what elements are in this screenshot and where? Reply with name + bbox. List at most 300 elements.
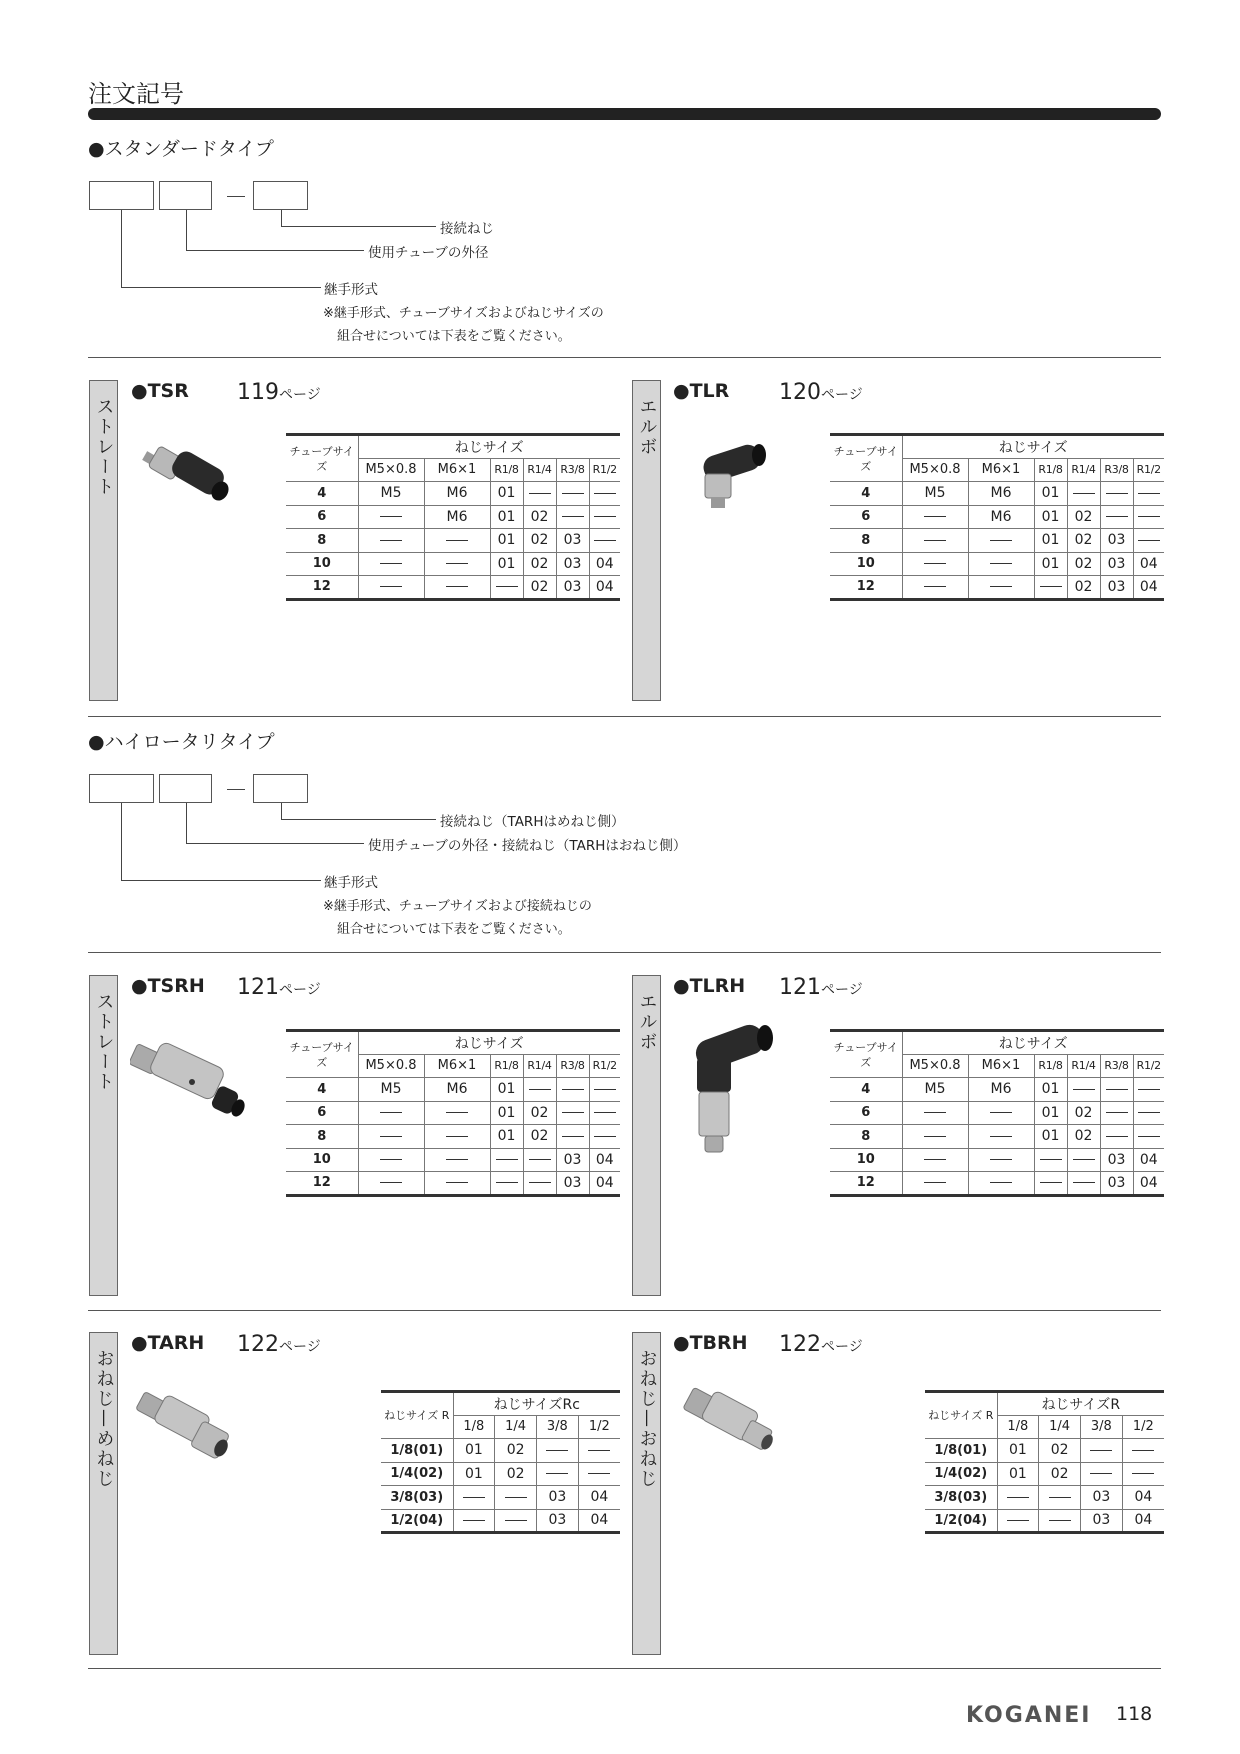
- dash-mark: [990, 1182, 1012, 1183]
- dash-mark: [463, 1520, 485, 1521]
- dash-mark: [1106, 1112, 1128, 1113]
- page-ref-tlr: 120ページ: [779, 380, 863, 405]
- dash-mark: [446, 1112, 468, 1113]
- table-cell: [490, 1172, 523, 1196]
- table-cell: [424, 529, 490, 553]
- page-title: 注文記号: [88, 80, 184, 108]
- dash-mark: [594, 1112, 616, 1113]
- table-cell: [1133, 1125, 1164, 1149]
- tsrh-product-image: [130, 1040, 250, 1125]
- legend-leader: [281, 226, 436, 227]
- table-row: [286, 576, 620, 600]
- dash-mark: [380, 516, 402, 517]
- table-cell: [556, 482, 589, 506]
- product-name-tarh: ●TARH: [131, 1332, 205, 1354]
- dash-mark: [505, 1497, 527, 1498]
- table-cell: 03: [556, 552, 589, 576]
- table-cell: [1133, 505, 1164, 529]
- table-cell: 01: [490, 1125, 523, 1149]
- table-column-header: 3/8: [537, 1415, 579, 1439]
- table-column-header: M5×0.8: [902, 458, 968, 482]
- table-cell: 03: [1100, 552, 1133, 576]
- table-cell: 01: [1034, 1101, 1067, 1125]
- table-cell: [589, 1125, 620, 1149]
- table-column-header: R1/4: [523, 1054, 556, 1078]
- legend-leader: [121, 880, 321, 881]
- code-box-thread: [253, 774, 308, 803]
- legend-thread: 接続ねじ（TARHはめねじ側）: [440, 814, 625, 830]
- table-row-label: 1/2(04): [925, 1509, 997, 1533]
- product-name-tsrh: ●TSRH: [131, 975, 205, 997]
- table-cell: 02: [1067, 529, 1100, 553]
- table-cell: [1122, 1439, 1164, 1463]
- dash-mark: [562, 493, 584, 494]
- divider: [88, 1310, 1161, 1311]
- table-cell: 01: [490, 1101, 523, 1125]
- tlrh-spec-table: [830, 1029, 1164, 1197]
- table-row: [830, 1125, 1164, 1149]
- table-column-header: M6×1: [968, 458, 1034, 482]
- table-cell: [490, 576, 523, 600]
- dash-mark: [1132, 1450, 1154, 1451]
- table-cell: [902, 576, 968, 600]
- dash-mark: [446, 1136, 468, 1137]
- table-cell: [589, 505, 620, 529]
- legend-leader: [186, 803, 187, 843]
- dash-mark: [380, 1136, 402, 1137]
- legend-fitting-type: 継手形式: [324, 875, 378, 891]
- table-row: [830, 1172, 1164, 1196]
- table-cell: 04: [1133, 576, 1164, 600]
- table-column-header: 1/8: [997, 1415, 1039, 1439]
- table-column-header: R3/8: [556, 458, 589, 482]
- table-row-label: 12: [830, 576, 902, 600]
- table-row: [830, 505, 1164, 529]
- side-tab-straight: ストレート: [89, 380, 118, 701]
- table-cell: [358, 505, 424, 529]
- dash-mark: [562, 1112, 584, 1113]
- dash-mark: [990, 563, 1012, 564]
- dash-mark: [594, 1136, 616, 1137]
- table-row: [286, 1078, 620, 1102]
- koganei-logo: KOGANEI: [966, 1703, 1092, 1728]
- table-row-label: 10: [830, 1148, 902, 1172]
- table-cell: [556, 1078, 589, 1102]
- dash-mark: [1090, 1450, 1112, 1451]
- dash-mark: [990, 1159, 1012, 1160]
- table-cell: 02: [523, 1125, 556, 1149]
- table-column-header: M6×1: [424, 458, 490, 482]
- table-row-label: 6: [286, 1101, 358, 1125]
- table-group-header: ねじサイズRc: [453, 1392, 620, 1416]
- dash-mark: [924, 586, 946, 587]
- table-row: [830, 1148, 1164, 1172]
- table-row: [286, 482, 620, 506]
- table-cell: 01: [997, 1439, 1039, 1463]
- table-column-header: R1/2: [1133, 458, 1164, 482]
- table-cell: [902, 1125, 968, 1149]
- table-corner-header: ねじサイズ R: [381, 1392, 453, 1439]
- table-row-label: 3/8(03): [925, 1486, 997, 1510]
- table-row: [830, 552, 1164, 576]
- table-row-label: 10: [286, 552, 358, 576]
- table-cell: [556, 505, 589, 529]
- table-cell: [358, 1172, 424, 1196]
- dash-mark: [380, 563, 402, 564]
- page-ref-tsr: 119ページ: [237, 380, 321, 405]
- dash-mark: [594, 493, 616, 494]
- note-line: 組合せについては下表をご覧ください。: [337, 922, 571, 937]
- dash-mark: [924, 540, 946, 541]
- table-column-header: 1/4: [495, 1415, 537, 1439]
- divider: [88, 716, 1161, 717]
- table-row: [286, 505, 620, 529]
- table-cell: 02: [1067, 1125, 1100, 1149]
- table-cell: 03: [537, 1509, 579, 1533]
- table-cell: [495, 1509, 537, 1533]
- table-column-header: 1/2: [578, 1415, 620, 1439]
- table-cell: 02: [1067, 552, 1100, 576]
- legend-leader: [186, 843, 364, 844]
- standard-type-heading: ●スタンダードタイプ: [88, 138, 274, 160]
- table-cell: 04: [578, 1486, 620, 1510]
- table-row: [830, 1078, 1164, 1102]
- table-cell: M6: [968, 482, 1034, 506]
- table-row: [925, 1486, 1164, 1510]
- dash-mark: [1040, 586, 1062, 587]
- table-column-header: R1/8: [1034, 458, 1067, 482]
- dash-mark: [546, 1450, 568, 1451]
- table-cell: [968, 1101, 1034, 1125]
- dash-mark: [990, 1112, 1012, 1113]
- dash-mark: [1040, 1159, 1062, 1160]
- table-cell: [1067, 1172, 1100, 1196]
- table-cell: 02: [1039, 1439, 1081, 1463]
- table-row-label: 10: [830, 552, 902, 576]
- table-cell: 02: [523, 505, 556, 529]
- tarh-spec-table: [381, 1390, 620, 1534]
- table-cell: [1100, 505, 1133, 529]
- divider: [88, 952, 1161, 953]
- table-row: [286, 1125, 620, 1149]
- table-row-label: 4: [830, 1078, 902, 1102]
- table-row-label: 12: [286, 576, 358, 600]
- table-cell: 03: [556, 529, 589, 553]
- table-cell: [1067, 1148, 1100, 1172]
- table-cell: [1122, 1462, 1164, 1486]
- table-cell: 01: [997, 1462, 1039, 1486]
- dash-mark: [562, 1089, 584, 1090]
- table-cell: [358, 1148, 424, 1172]
- table-cell: [556, 1101, 589, 1125]
- dash-mark: [594, 1089, 616, 1090]
- table-cell: 04: [589, 1148, 620, 1172]
- side-tab-elbow: エルボ: [632, 975, 661, 1296]
- table-cell: 03: [556, 1148, 589, 1172]
- table-cell: [537, 1439, 579, 1463]
- legend-leader: [121, 210, 122, 287]
- table-cell: [902, 552, 968, 576]
- table-column-header: R1/4: [1067, 1054, 1100, 1078]
- table-cell: [523, 1172, 556, 1196]
- table-row-label: 6: [286, 505, 358, 529]
- table-cell: 02: [495, 1439, 537, 1463]
- high-rotary-heading: ●ハイロータリタイプ: [88, 731, 275, 753]
- dash-mark: [496, 1182, 518, 1183]
- dash-mark: [505, 1520, 527, 1521]
- dash-mark: [1106, 493, 1128, 494]
- table-row-label: 1/2(04): [381, 1509, 453, 1533]
- table-cell: 04: [1133, 1172, 1164, 1196]
- dash-mark: [446, 586, 468, 587]
- table-row-label: 8: [830, 1125, 902, 1149]
- table-cell: [424, 1148, 490, 1172]
- dash-mark: [594, 516, 616, 517]
- table-column-header: R3/8: [556, 1054, 589, 1078]
- side-tab-elbow: エルボ: [632, 380, 661, 701]
- table-cell: [1034, 1148, 1067, 1172]
- table-row-label: 3/8(03): [381, 1486, 453, 1510]
- dash-mark: [924, 563, 946, 564]
- table-cell: 04: [1122, 1486, 1164, 1510]
- table-cell: [453, 1486, 495, 1510]
- table-cell: M6: [424, 505, 490, 529]
- table-column-header: R1/2: [589, 1054, 620, 1078]
- dash-mark: [529, 1089, 551, 1090]
- table-cell: 02: [523, 1101, 556, 1125]
- tlrh-product-image: [685, 1022, 785, 1162]
- table-column-header: M6×1: [968, 1054, 1034, 1078]
- table-cell: 03: [1100, 529, 1133, 553]
- product-name-tlr: ●TLR: [673, 380, 730, 402]
- dash-mark: [446, 563, 468, 564]
- table-cell: 02: [1039, 1462, 1081, 1486]
- table-cell: 03: [556, 1172, 589, 1196]
- table-cell: [453, 1509, 495, 1533]
- table-cell: 01: [490, 529, 523, 553]
- dash-mark: [1007, 1520, 1029, 1521]
- table-row: [381, 1486, 620, 1510]
- note-line: ※継手形式、チューブサイズおよび接続ねじの: [323, 899, 592, 914]
- table-cell: [1100, 482, 1133, 506]
- tsr-spec-table: [286, 433, 620, 601]
- dash-mark: [1040, 1182, 1062, 1183]
- table-column-header: R1/4: [523, 458, 556, 482]
- note-line: 組合せについては下表をご覧ください。: [337, 329, 571, 344]
- table-cell: M5: [902, 482, 968, 506]
- table-column-header: M5×0.8: [358, 1054, 424, 1078]
- table-cell: [1081, 1462, 1123, 1486]
- table-corner-header: チューブサイズ: [830, 435, 902, 482]
- dash-mark: [990, 586, 1012, 587]
- legend-leader: [281, 210, 282, 226]
- dash-mark: [1138, 516, 1160, 517]
- table-cell: M6: [968, 505, 1034, 529]
- table-cell: [358, 1125, 424, 1149]
- page-ref-tarh: 122ページ: [237, 1332, 321, 1357]
- legend-tube-od: 使用チューブの外径: [368, 245, 489, 261]
- table-cell: M6: [424, 482, 490, 506]
- table-cell: M5: [902, 1078, 968, 1102]
- dash-mark: [1138, 1136, 1160, 1137]
- dash-mark: [1073, 1089, 1095, 1090]
- table-cell: [358, 552, 424, 576]
- table-cell: 01: [453, 1439, 495, 1463]
- legend-leader: [121, 803, 122, 880]
- table-row: [925, 1462, 1164, 1486]
- table-cell: [424, 552, 490, 576]
- side-tab-male-male: おねじ—おねじ: [632, 1332, 661, 1655]
- table-cell: 01: [453, 1462, 495, 1486]
- table-cell: [556, 1125, 589, 1149]
- table-cell: [424, 576, 490, 600]
- table-cell: [424, 1101, 490, 1125]
- code-separator: [227, 789, 245, 790]
- dash-mark: [1073, 1159, 1095, 1160]
- table-corner-header: チューブサイズ: [830, 1031, 902, 1078]
- dash-mark: [1106, 1136, 1128, 1137]
- table-cell: [902, 1101, 968, 1125]
- table-cell: 01: [1034, 1078, 1067, 1102]
- table-cell: [523, 1148, 556, 1172]
- code-box-thread: [253, 181, 308, 210]
- divider: [88, 357, 1161, 358]
- legend-leader: [186, 210, 187, 250]
- table-cell: 03: [1100, 1172, 1133, 1196]
- dash-mark: [529, 1182, 551, 1183]
- page-ref-tbrh: 122ページ: [779, 1332, 863, 1357]
- table-cell: 02: [495, 1462, 537, 1486]
- table-row: [830, 576, 1164, 600]
- table-cell: 04: [589, 552, 620, 576]
- dash-mark: [1138, 1089, 1160, 1090]
- dash-mark: [529, 493, 551, 494]
- table-cell: 01: [490, 505, 523, 529]
- dash-mark: [1049, 1497, 1071, 1498]
- table-cell: [523, 1078, 556, 1102]
- dash-mark: [1007, 1497, 1029, 1498]
- table-cell: 02: [523, 529, 556, 553]
- legend-leader: [281, 819, 436, 820]
- table-cell: 04: [589, 576, 620, 600]
- table-row: [830, 1101, 1164, 1125]
- table-row-label: 1/8(01): [925, 1439, 997, 1463]
- table-column-header: 1/4: [1039, 1415, 1081, 1439]
- dash-mark: [1073, 493, 1095, 494]
- table-cell: [902, 529, 968, 553]
- legend-leader: [121, 287, 321, 288]
- table-group-header: ねじサイズ: [358, 435, 620, 459]
- table-corner-header: チューブサイズ: [286, 435, 358, 482]
- table-cell: [1081, 1439, 1123, 1463]
- table-cell: [1034, 576, 1067, 600]
- tbrh-spec-table: [925, 1390, 1164, 1534]
- table-cell: [902, 505, 968, 529]
- product-name-tlrh: ●TLRH: [673, 975, 746, 997]
- code-box-fitting-type: [89, 181, 154, 210]
- dash-mark: [380, 1112, 402, 1113]
- table-cell: 01: [1034, 529, 1067, 553]
- code-separator: [227, 196, 245, 197]
- product-name-tsr: ●TSR: [131, 380, 189, 402]
- table-cell: [589, 482, 620, 506]
- dash-mark: [1132, 1473, 1154, 1474]
- table-cell: [424, 1172, 490, 1196]
- table-cell: [968, 552, 1034, 576]
- table-column-header: R1/8: [490, 1054, 523, 1078]
- table-cell: [589, 529, 620, 553]
- table-cell: 01: [1034, 482, 1067, 506]
- dash-mark: [1049, 1520, 1071, 1521]
- table-cell: [1100, 1101, 1133, 1125]
- table-cell: 02: [523, 576, 556, 600]
- table-row-label: 6: [830, 505, 902, 529]
- table-cell: [997, 1486, 1039, 1510]
- table-cell: [902, 1172, 968, 1196]
- table-cell: [968, 529, 1034, 553]
- dash-mark: [446, 1159, 468, 1160]
- tarh-product-image: [135, 1390, 235, 1465]
- table-row: [830, 482, 1164, 506]
- table-column-header: 1/8: [453, 1415, 495, 1439]
- table-row: [286, 552, 620, 576]
- table-cell: [1133, 1078, 1164, 1102]
- tlr-product-image: [695, 440, 775, 515]
- table-cell: [968, 1125, 1034, 1149]
- table-row-label: 4: [830, 482, 902, 506]
- table-column-header: R1/2: [589, 458, 620, 482]
- legend-thread: 接続ねじ: [440, 221, 494, 237]
- table-column-header: R1/2: [1133, 1054, 1164, 1078]
- dash-mark: [380, 586, 402, 587]
- table-cell: [1100, 1078, 1133, 1102]
- table-row-label: 1/4(02): [381, 1462, 453, 1486]
- table-cell: 01: [1034, 1125, 1067, 1149]
- table-row-label: 8: [286, 529, 358, 553]
- tbrh-product-image: [683, 1386, 783, 1461]
- tlr-spec-table: [830, 433, 1164, 601]
- table-cell: [1067, 482, 1100, 506]
- dash-mark: [1106, 516, 1128, 517]
- table-cell: 01: [490, 482, 523, 506]
- legend-fitting-type: 継手形式: [324, 282, 378, 298]
- dash-mark: [924, 1159, 946, 1160]
- table-column-header: M6×1: [424, 1054, 490, 1078]
- dash-mark: [1106, 1089, 1128, 1090]
- table-cell: [537, 1462, 579, 1486]
- table-row: [286, 1172, 620, 1196]
- table-cell: [1133, 482, 1164, 506]
- table-group-header: ねじサイズ: [358, 1031, 620, 1055]
- tsr-product-image: [140, 445, 240, 510]
- dash-mark: [924, 1182, 946, 1183]
- table-cell: 01: [490, 552, 523, 576]
- dash-mark: [924, 1112, 946, 1113]
- table-row-label: 1/4(02): [925, 1462, 997, 1486]
- table-cell: [358, 1101, 424, 1125]
- table-cell: [997, 1509, 1039, 1533]
- table-row-label: 8: [286, 1125, 358, 1149]
- dash-mark: [1138, 493, 1160, 494]
- dash-mark: [990, 1136, 1012, 1137]
- table-cell: [490, 1148, 523, 1172]
- table-row-label: 12: [286, 1172, 358, 1196]
- dash-mark: [446, 540, 468, 541]
- table-row: [381, 1462, 620, 1486]
- table-cell: [523, 482, 556, 506]
- table-cell: [578, 1439, 620, 1463]
- table-row: [381, 1439, 620, 1463]
